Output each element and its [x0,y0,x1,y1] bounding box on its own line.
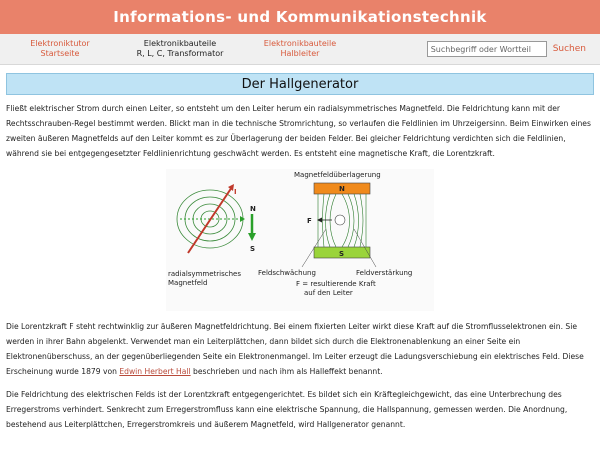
label-current: I [234,188,237,196]
nav-link-halbleiter-line2[interactable]: Halbleiter [280,49,320,58]
label-north-right: N [339,185,345,193]
paragraph-hallgenerator: Die Feldrichtung des elektrischen Felds ist der Lorentzkraft entgegengerichtet. Es bildet sich ein Kräftegleichgewicht, das eine Unterbrechung des Erregerstroms verhindert. Senkrecht zum Erregerstromfluss kann eine elektrische Spannung, die Hallspannung, gemessen werden. Die Anordnung, bestehend aus Leiterplättchen, Erregerstromkreis und äußerem Magnetfeld, wird Hallgenerator genannt. [6,390,568,429]
label-strong: Feldverstärkung [356,269,413,277]
hall-effect-diagram [166,169,434,311]
superposition-drawing [258,171,412,297]
nav-link-rlc-line2[interactable]: R, L, C, Transformator [136,49,224,58]
label-south-right: S [339,250,345,258]
caption-left-line1: radialsymmetrisches [168,270,241,278]
field-line [326,194,331,247]
paragraph-lorentz-text-before: Die Lorentzkraft F steht rechtwinklig zur äußeren Magnetfeldrichtung. Bei einem fixierten Leiter wirkt diese Kraft auf die Stromflusselektronen ein. Sie werden in ihrer Bahn abgelenkt. Verwendet man ein Leiterplättchen, dann bildet sich durch die Elektronenablenkung an einer Seite ein Elektronenüberschuss, an der gegenüberliegenden Seite ein Elektronenmangel. Im Leiter erzeugt die Ladungsverschiebung ein elektrisches Feld. Diese Erscheinung wurde 1879 von [6,322,584,376]
nav-link-rlc-line1[interactable]: Elektronikbauteile [143,39,217,48]
arrow-icon [240,216,245,222]
article-content [0,95,600,432]
nav-link-halbleiter[interactable] [240,39,360,59]
search-input[interactable] [427,41,547,57]
caption-left-line2: Magnetfeld [168,279,208,287]
page-title-bar [6,73,594,95]
nav-link-startseite-line2[interactable]: Startseite [40,49,80,58]
paragraph-intro: Fließt elektrischer Strom durch einen Leiter, so entsteht um den Leiter herum ein radialsymmetrisches Magnetfeld. Die Feldrichtung kann mit der Rechtsschrauben-Regel bestimmt werden. Blickt man in die technische Stromrichtung, so verlaufen die Feldlinien im Uhrzeigersinn. Beim Einwirken eines zweiten äußeren Magnetfelds auf den Leiter kommt es zur Überlagerung der beiden Felder. Bei gleicher Feldrichtung verdichten sich die Feldlinien, während sie bei entgegengesetzter Feldlinienrichtung geschwächt werden. Es entsteht eine magnetische Kraft, die Lorentzkraft. [6,104,591,158]
search-button[interactable]: Suchen [552,44,586,54]
nav-link-startseite-line1[interactable]: Elektroniktutor [30,39,90,48]
caption-force-line1: F = resultierende Kraft [296,280,376,288]
nav-link-halbleiter-line1[interactable]: Elektronikbauteile [263,39,337,48]
radial-field-drawing [168,184,256,287]
title-right: Magnetfeldüberlagerung [294,171,381,179]
nav-link-rlc[interactable] [120,39,240,59]
nav-link-startseite[interactable] [0,39,120,59]
field-line [323,194,325,247]
page-title: Der Hallgenerator [241,76,359,92]
label-force: F [307,217,312,225]
hall-effect-figure [166,169,434,311]
field-line [348,194,354,247]
field-line [360,194,363,247]
field-direction-arrow-icon [248,233,256,241]
label-south-left: S [250,245,256,253]
paragraph-lorentz-text-after: beschrieben und nach ihm als Halleffekt benannt. [190,367,383,376]
site-header [0,0,600,34]
navigation-bar [0,34,600,65]
field-line [354,194,359,247]
label-weak: Feldschwächung [258,269,316,277]
site-title: Informations- und Kommunikationstechnik [113,8,487,26]
link-edwin-herbert-hall[interactable]: Edwin Herbert Hall [119,367,191,376]
conductor-cross-section [335,215,345,225]
label-north-left: N [250,205,256,213]
paragraph-lorentz [6,319,594,379]
caption-force-line2: auf den Leiter [304,289,353,297]
search-area [427,41,600,57]
